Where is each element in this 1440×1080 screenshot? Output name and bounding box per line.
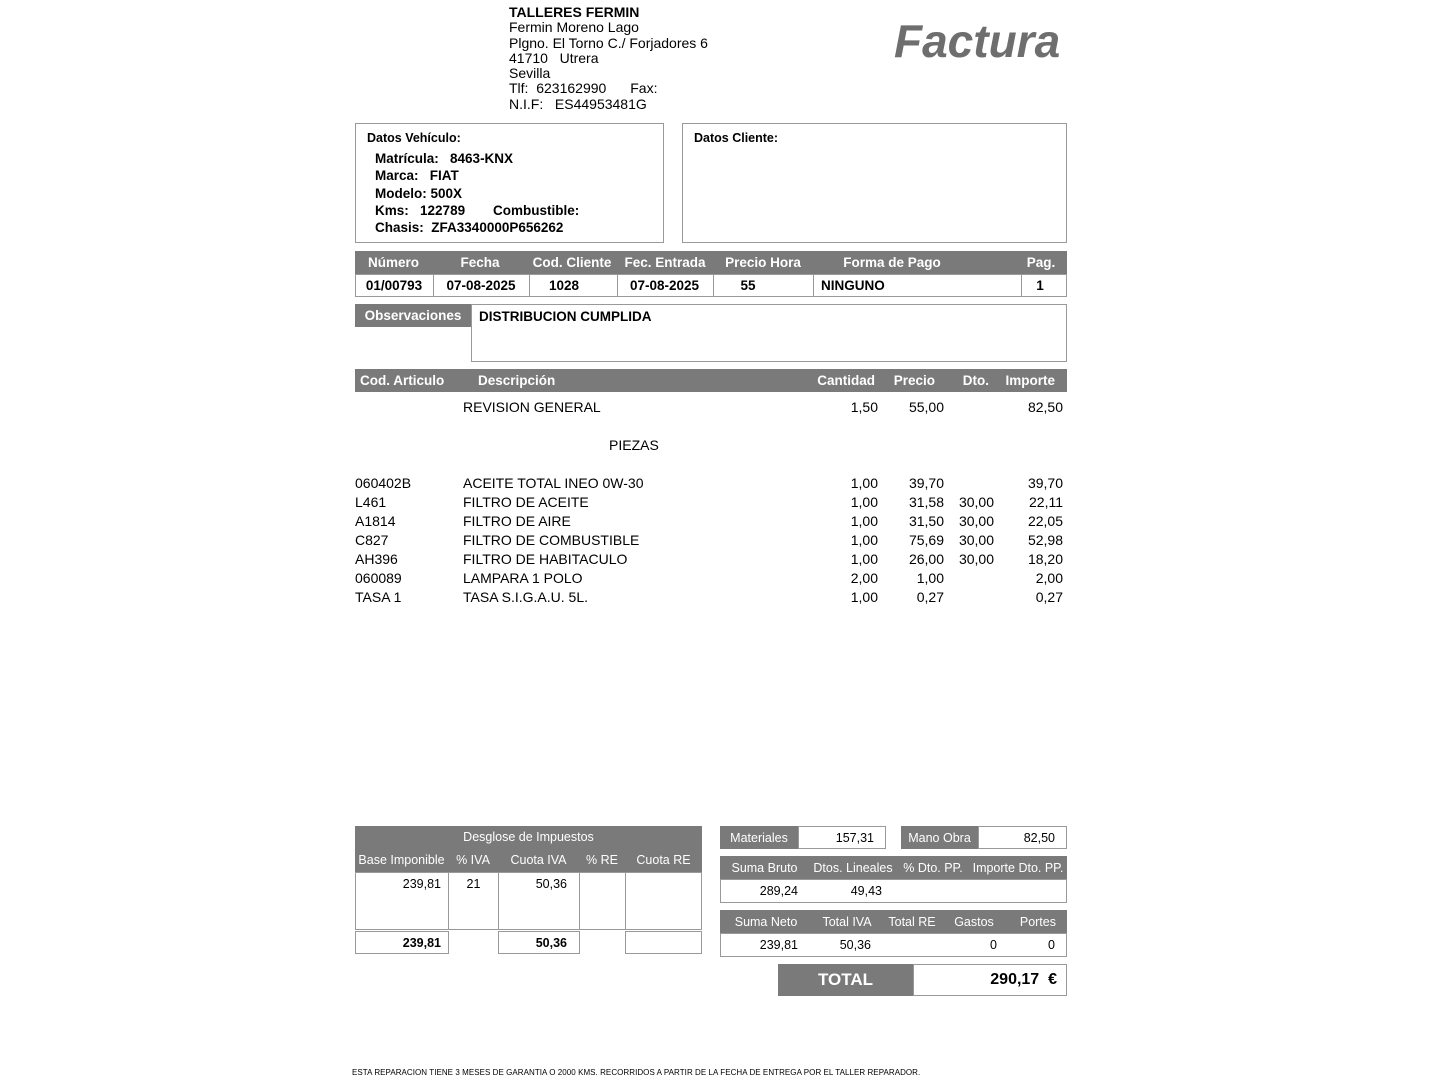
tax-total-cuota-value: 50,36 [535,936,567,950]
vehicle-brand-line [375,167,579,184]
header-forma-pago: Forma de Pago [843,255,941,270]
item-discount: 30,00 [958,494,994,510]
divider [813,275,814,296]
labor-value-box [978,826,1067,849]
labor-value: 82,50 [1023,831,1055,845]
nif-label: N.I.F: [509,95,544,112]
total-field [778,964,1067,996]
item-code: A1814 [355,513,396,529]
fuel-label: Combustible: [493,202,580,218]
item-price: 31,58 [908,494,944,510]
total-value: 290,17 € [990,971,1057,988]
gross-header-importe-pp: Importe Dto. PP. [972,860,1064,875]
net-values [720,933,1067,957]
gross-header-suma-bruto: Suma Bruto [731,860,798,875]
company-name: TALLERES FERMIN [509,4,640,20]
tax-header-cuota-re: Cuota RE [636,853,691,867]
model-label: Modelo: [375,185,427,201]
items-table-body [355,398,1067,618]
net-total-iva: 50,36 [839,938,871,952]
tax-header-iva: % IVA [456,853,490,867]
header-dto: Dto. [962,373,989,388]
net-suma-neto: 239,81 [759,938,798,952]
item-description: LAMPARA 1 POLO [463,570,583,586]
company-info [509,5,708,112]
tax-breakdown [355,826,702,954]
gross-suma-bruto: 289,24 [759,884,798,898]
items-table-header [355,369,1067,392]
value-fec-entrada: 07-08-2025 [629,278,700,293]
item-quantity: 1,00 [850,475,878,491]
labor-qty: 1,50 [850,399,878,415]
item-price: 1,00 [916,570,944,586]
item-quantity: 1,00 [850,551,878,567]
brand-value: FIAT [429,168,459,184]
nif-value: ES44953481G [554,95,647,112]
item-quantity: 1,00 [850,513,878,529]
vehicle-kms-line [375,202,579,219]
header-fec-entrada: Fec. Entrada [624,255,706,270]
tax-cell-base [355,872,449,930]
tax-cell-re [579,872,626,930]
net-portes: 0 [1048,938,1055,952]
tax-cell-cuota-iva [498,872,580,930]
kms-label: Kms: [375,202,409,218]
item-quantity: 1,00 [850,532,878,548]
tax-header-base: Base Imponible [358,853,445,867]
item-price: 75,69 [908,532,944,548]
invoice-info-header [355,251,1067,274]
header-cod-cliente: Cod. Cliente [532,255,612,270]
document-title: Factura [894,15,1061,67]
net-header-suma-neto: Suma Neto [734,914,798,929]
labor-label: Mano Obra [901,826,978,849]
tax-total-base [355,931,449,954]
item-amount: 22,11 [1029,494,1063,510]
item-price: 26,00 [908,551,944,567]
item-description: FILTRO DE AIRE [463,513,571,529]
invoice-info-values [355,274,1067,297]
table-row [355,569,1067,588]
net-header-total-re: Total RE [888,914,936,929]
tax-cell-cuota-re [625,872,702,930]
invoice-info-table [355,251,1067,297]
item-price: 0,27 [916,589,944,605]
company-city: Utrera [559,49,599,66]
item-description: ACEITE TOTAL INEO 0W-30 [463,475,644,491]
labor-amount: 82,50 [1027,399,1063,415]
observations-box [471,304,1067,362]
item-quantity: 2,00 [850,570,878,586]
section-label-piezas: PIEZAS [609,437,659,453]
item-description: TASA S.I.G.A.U. 5L. [463,589,589,605]
vehicle-details [375,150,579,236]
tax-cuota-iva-value: 50,36 [535,877,567,891]
item-discount: 30,00 [958,513,994,529]
item-code: 060089 [355,570,402,586]
gross-values [720,879,1067,903]
company-province: Sevilla [509,65,551,82]
net-gastos: 0 [990,938,997,952]
item-code: TASA 1 [355,589,402,605]
header-cod-articulo: Cod. Articulo [360,373,445,388]
item-code: C827 [355,532,389,548]
tax-total-base-value: 239,81 [402,936,441,950]
header-pag: Pag. [1026,255,1056,270]
item-code: L461 [355,494,387,510]
item-price: 31,50 [908,513,944,529]
value-cod-cliente: 1028 [548,278,580,293]
labor-price: 55,00 [908,399,944,415]
chassis-label: Chasis: [375,220,424,236]
labor-row [355,398,1067,417]
observations-label: Observaciones [355,304,471,327]
warranty-note: ESTA REPARACION TIENE 3 MESES DE GARANTIA O 2000 KMS. RECORRIDOS A PARTIR DE LA FECHA DE ENTREGA POR EL TALLER REPARADOR. [352,1068,921,1077]
vehicle-plate-line [375,150,579,167]
tax-iva-value: 21 [466,877,481,891]
tax-cell-iva [448,872,499,930]
tax-total-cuota [498,931,580,954]
tax-title: Desglose de Impuestos [463,830,594,844]
brand-label: Marca: [375,168,419,184]
item-code: 060402B [355,475,412,491]
header-importe: Importe [1005,373,1055,388]
item-amount: 18,20 [1027,551,1063,567]
item-code: AH396 [355,551,398,567]
header-descripcion: Descripción [478,373,556,388]
item-discount: 30,00 [958,551,994,567]
item-quantity: 1,00 [850,589,878,605]
vehicle-title: Datos Vehículo: [367,131,461,145]
chassis-value: ZFA3340000P656262 [431,220,564,236]
header-precio-hora: Precio Hora [725,255,801,270]
item-discount: 30,00 [958,532,994,548]
plate-label: Matrícula: [375,151,439,166]
net-header-total-iva: Total IVA [822,914,872,929]
labor-desc: REVISION GENERAL [463,399,601,415]
materials-value: 157,31 [835,831,874,845]
vehicle-chassis-line [375,219,579,236]
plate-value: 8463-KNX [450,151,514,166]
item-amount: 52,98 [1027,532,1063,548]
header-precio: Precio [893,373,935,388]
vehicle-box [355,123,664,243]
table-row [355,531,1067,550]
net-header-portes: Portes [1019,914,1056,929]
table-row [355,512,1067,531]
company-address: Plgno. El Torno C./ Forjadores 6 [509,34,708,51]
item-amount: 22,05 [1027,513,1063,529]
phone-value: 623162990 [536,80,607,97]
tax-base-value: 239,81 [402,877,441,891]
item-description: FILTRO DE ACEITE [463,494,589,510]
gross-header [720,856,1067,879]
model-value: 500X [430,185,463,201]
fax-label: Fax: [630,80,658,97]
materials-label: Materiales [720,826,798,849]
tax-header-cuota-iva: Cuota IVA [510,853,567,867]
table-row [355,474,1067,493]
table-row [355,588,1067,607]
tax-total-cuota-re [625,931,702,954]
total-label: TOTAL [778,964,913,996]
observations-text: DISTRIBUCION CUMPLIDA [479,309,652,324]
item-amount: 39,70 [1027,475,1063,491]
company-phone-line [509,81,708,96]
item-amount: 0,27 [1035,589,1063,605]
kms-value: 122789 [420,202,466,218]
item-description: FILTRO DE COMBUSTIBLE [463,532,640,548]
tax-header-re: % RE [586,853,618,867]
net-summary [720,910,1067,957]
value-forma-pago: NINGUNO [821,278,885,293]
value-numero: 01/00793 [365,278,423,293]
item-description: FILTRO DE HABITACULO [463,551,628,567]
company-nif-line [509,97,708,112]
value-precio-hora: 55 [740,278,756,293]
item-amount: 2,00 [1035,570,1063,586]
company-city-line [509,51,708,66]
gross-header-dtos: Dtos. Lineales [813,860,893,875]
gross-header-dto-pp: % Dto. PP. [903,860,963,875]
value-fecha: 07-08-2025 [446,278,516,293]
value-pag: 1 [1036,278,1044,293]
table-row [355,550,1067,569]
labor-field [901,826,1067,849]
header-numero: Número [367,255,419,270]
gross-summary [720,856,1067,903]
company-owner: Fermin Moreno Lago [509,19,639,36]
item-quantity: 1,00 [850,494,878,510]
header-cantidad: Cantidad [817,373,875,388]
tax-header [355,826,702,872]
client-title: Datos Cliente: [694,131,779,145]
net-header [720,910,1067,933]
materials-field [720,826,886,849]
table-row [355,493,1067,512]
company-zip: 41710 [509,49,548,66]
net-header-gastos: Gastos [954,914,994,929]
header-fecha: Fecha [460,255,500,270]
gross-dtos-lineales: 49,43 [850,884,882,898]
materials-value-box [798,826,886,849]
item-price: 39,70 [908,475,944,491]
vehicle-model-line [375,185,579,202]
total-value-box [913,964,1067,996]
client-box [682,123,1067,243]
phone-label: Tlf: [509,80,529,97]
